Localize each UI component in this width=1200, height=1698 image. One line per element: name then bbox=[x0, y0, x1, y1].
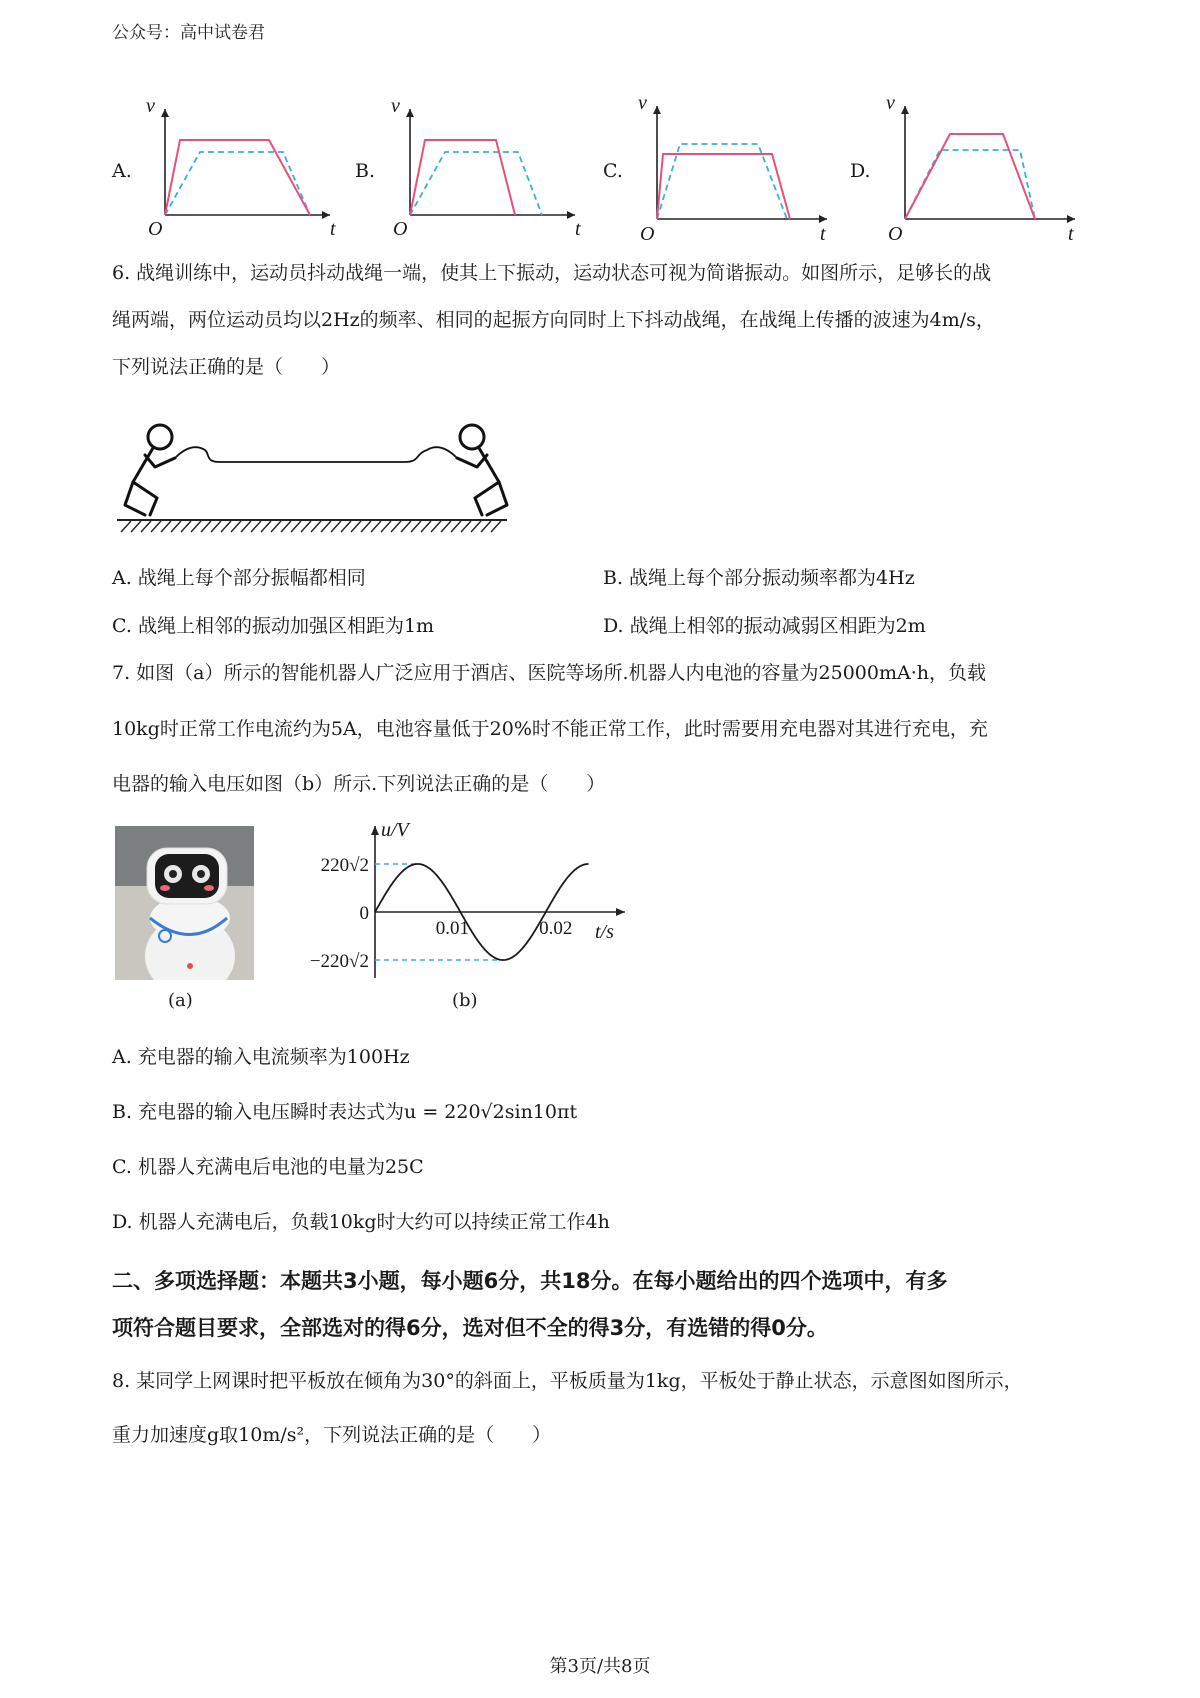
page-footer: 第3页/共8页 bbox=[549, 1656, 651, 1677]
figure-b-caption: (b) bbox=[452, 990, 478, 1011]
q5-option-a-label: A. bbox=[112, 160, 132, 182]
dashed-curve bbox=[657, 144, 787, 219]
vt-graph-c bbox=[632, 92, 842, 247]
y-tick-zero: 0 bbox=[359, 903, 369, 924]
section-2-line-1: 二、多项选择题：本题共3小题，每小题6分，共18分。在每小题给出的四个选项中，有多 bbox=[112, 1269, 948, 1293]
y-axis-arrow bbox=[371, 826, 379, 835]
q8-line-1: 8. 某同学上网课时把平板放在倾角为30°的斜面上，平板质量为1kg，平板处于静止状态，示意图如图所示， bbox=[112, 1370, 1023, 1392]
left-athlete bbox=[125, 425, 175, 515]
x-tick-0-02: 0.02 bbox=[539, 918, 573, 939]
v-axis-label: v bbox=[391, 95, 400, 117]
vt-graph-a bbox=[140, 95, 340, 245]
y-axis-label: u/V bbox=[381, 819, 409, 841]
v-axis-label: v bbox=[886, 92, 895, 114]
t-axis-label: t bbox=[1068, 223, 1074, 245]
x-tick-0-01: 0.01 bbox=[435, 918, 470, 939]
solid-curve bbox=[905, 134, 1035, 219]
origin-label: O bbox=[148, 218, 163, 240]
q7-line-3: 电器的输入电压如图（b）所示.下列说法正确的是（ ） bbox=[112, 773, 606, 795]
vt-graph-b bbox=[385, 95, 585, 245]
y-tick-trough: −220√2 bbox=[309, 951, 369, 972]
ground-hatching bbox=[121, 521, 501, 532]
q8-line-2: 重力加速度g取10m/s²，下列说法正确的是（ ） bbox=[112, 1424, 552, 1446]
robot-photo bbox=[115, 826, 254, 980]
t-axis-label: t bbox=[330, 218, 336, 240]
origin-label: O bbox=[888, 223, 903, 245]
q7-option-a[interactable]: A. 充电器的输入电流频率为100Hz bbox=[112, 1046, 410, 1068]
dashed-curve bbox=[905, 150, 1035, 219]
rope bbox=[175, 447, 457, 462]
q6-option-d[interactable]: D. 战绳上相邻的振动减弱区相距为2m bbox=[603, 615, 926, 637]
q5-option-b-label: B. bbox=[355, 160, 376, 182]
q7-option-b[interactable]: B. 充电器的输入电压瞬时表达式为u = 220√2sin10πt bbox=[112, 1101, 578, 1123]
t-axis-label: t bbox=[820, 223, 826, 245]
q6-line-2: 绳两端，两位运动员均以2Hz的频率、相同的起振方向同时上下抖动战绳，在战绳上传播的波速为4m/s， bbox=[112, 309, 995, 331]
voltage-sine-chart bbox=[285, 818, 635, 988]
dashed-curve bbox=[410, 152, 542, 215]
q7-line-1: 7. 如图（a）所示的智能机器人广泛应用于酒店、医院等场所.机器人内电池的容量为25000mA·h，负载 bbox=[112, 662, 986, 684]
x-axis-arrow bbox=[616, 908, 625, 916]
section-2-line-2: 项符合题目要求，全部选对的得6分，选对但不全的得3分，有选错的得0分。 bbox=[112, 1316, 828, 1340]
q6-line-1: 6. 战绳训练中，运动员抖动战绳一端，使其上下振动，运动状态可视为简谐振动。如图所示，足够长的战 bbox=[112, 262, 992, 284]
x-axis-label: t/s bbox=[595, 921, 614, 943]
origin-label: O bbox=[393, 218, 408, 240]
vt-graph-d bbox=[880, 92, 1090, 247]
q5-option-c-label: C. bbox=[603, 160, 623, 182]
solid-curve bbox=[410, 140, 515, 215]
y-tick-peak: 220√2 bbox=[320, 855, 369, 876]
header-text: 公众号：高中试卷君 bbox=[112, 23, 265, 43]
dashed-curve bbox=[165, 152, 310, 215]
q6-option-b[interactable]: B. 战绳上每个部分振动频率都为4Hz bbox=[603, 567, 915, 589]
q6-line-3: 下列说法正确的是（ ） bbox=[112, 356, 341, 378]
q6-option-c[interactable]: C. 战绳上相邻的振动加强区相距为1m bbox=[112, 615, 435, 637]
right-athlete bbox=[457, 425, 507, 515]
robot-illustration bbox=[115, 826, 254, 980]
solid-curve bbox=[657, 154, 790, 219]
q7-line-2: 10kg时正常工作电流约为5A，电池容量低于20%时不能正常工作，此时需要用充电器对其进行充电，充 bbox=[112, 718, 988, 740]
q7-option-d[interactable]: D. 机器人充满电后，负载10kg时大约可以持续正常工作4h bbox=[112, 1211, 610, 1233]
v-axis-label: v bbox=[146, 95, 155, 117]
q5-option-d-label: D. bbox=[850, 160, 871, 182]
v-axis-label: v bbox=[638, 92, 647, 114]
origin-label: O bbox=[640, 223, 655, 245]
q6-option-a[interactable]: A. 战绳上每个部分振幅都相同 bbox=[112, 567, 366, 589]
figure-a-caption: (a) bbox=[168, 990, 193, 1011]
battle-rope-figure bbox=[115, 410, 510, 540]
section-2-heading bbox=[112, 1258, 1102, 1352]
t-axis-label: t bbox=[575, 218, 581, 240]
q7-option-c[interactable]: C. 机器人充满电后电池的电量为25C bbox=[112, 1156, 424, 1178]
